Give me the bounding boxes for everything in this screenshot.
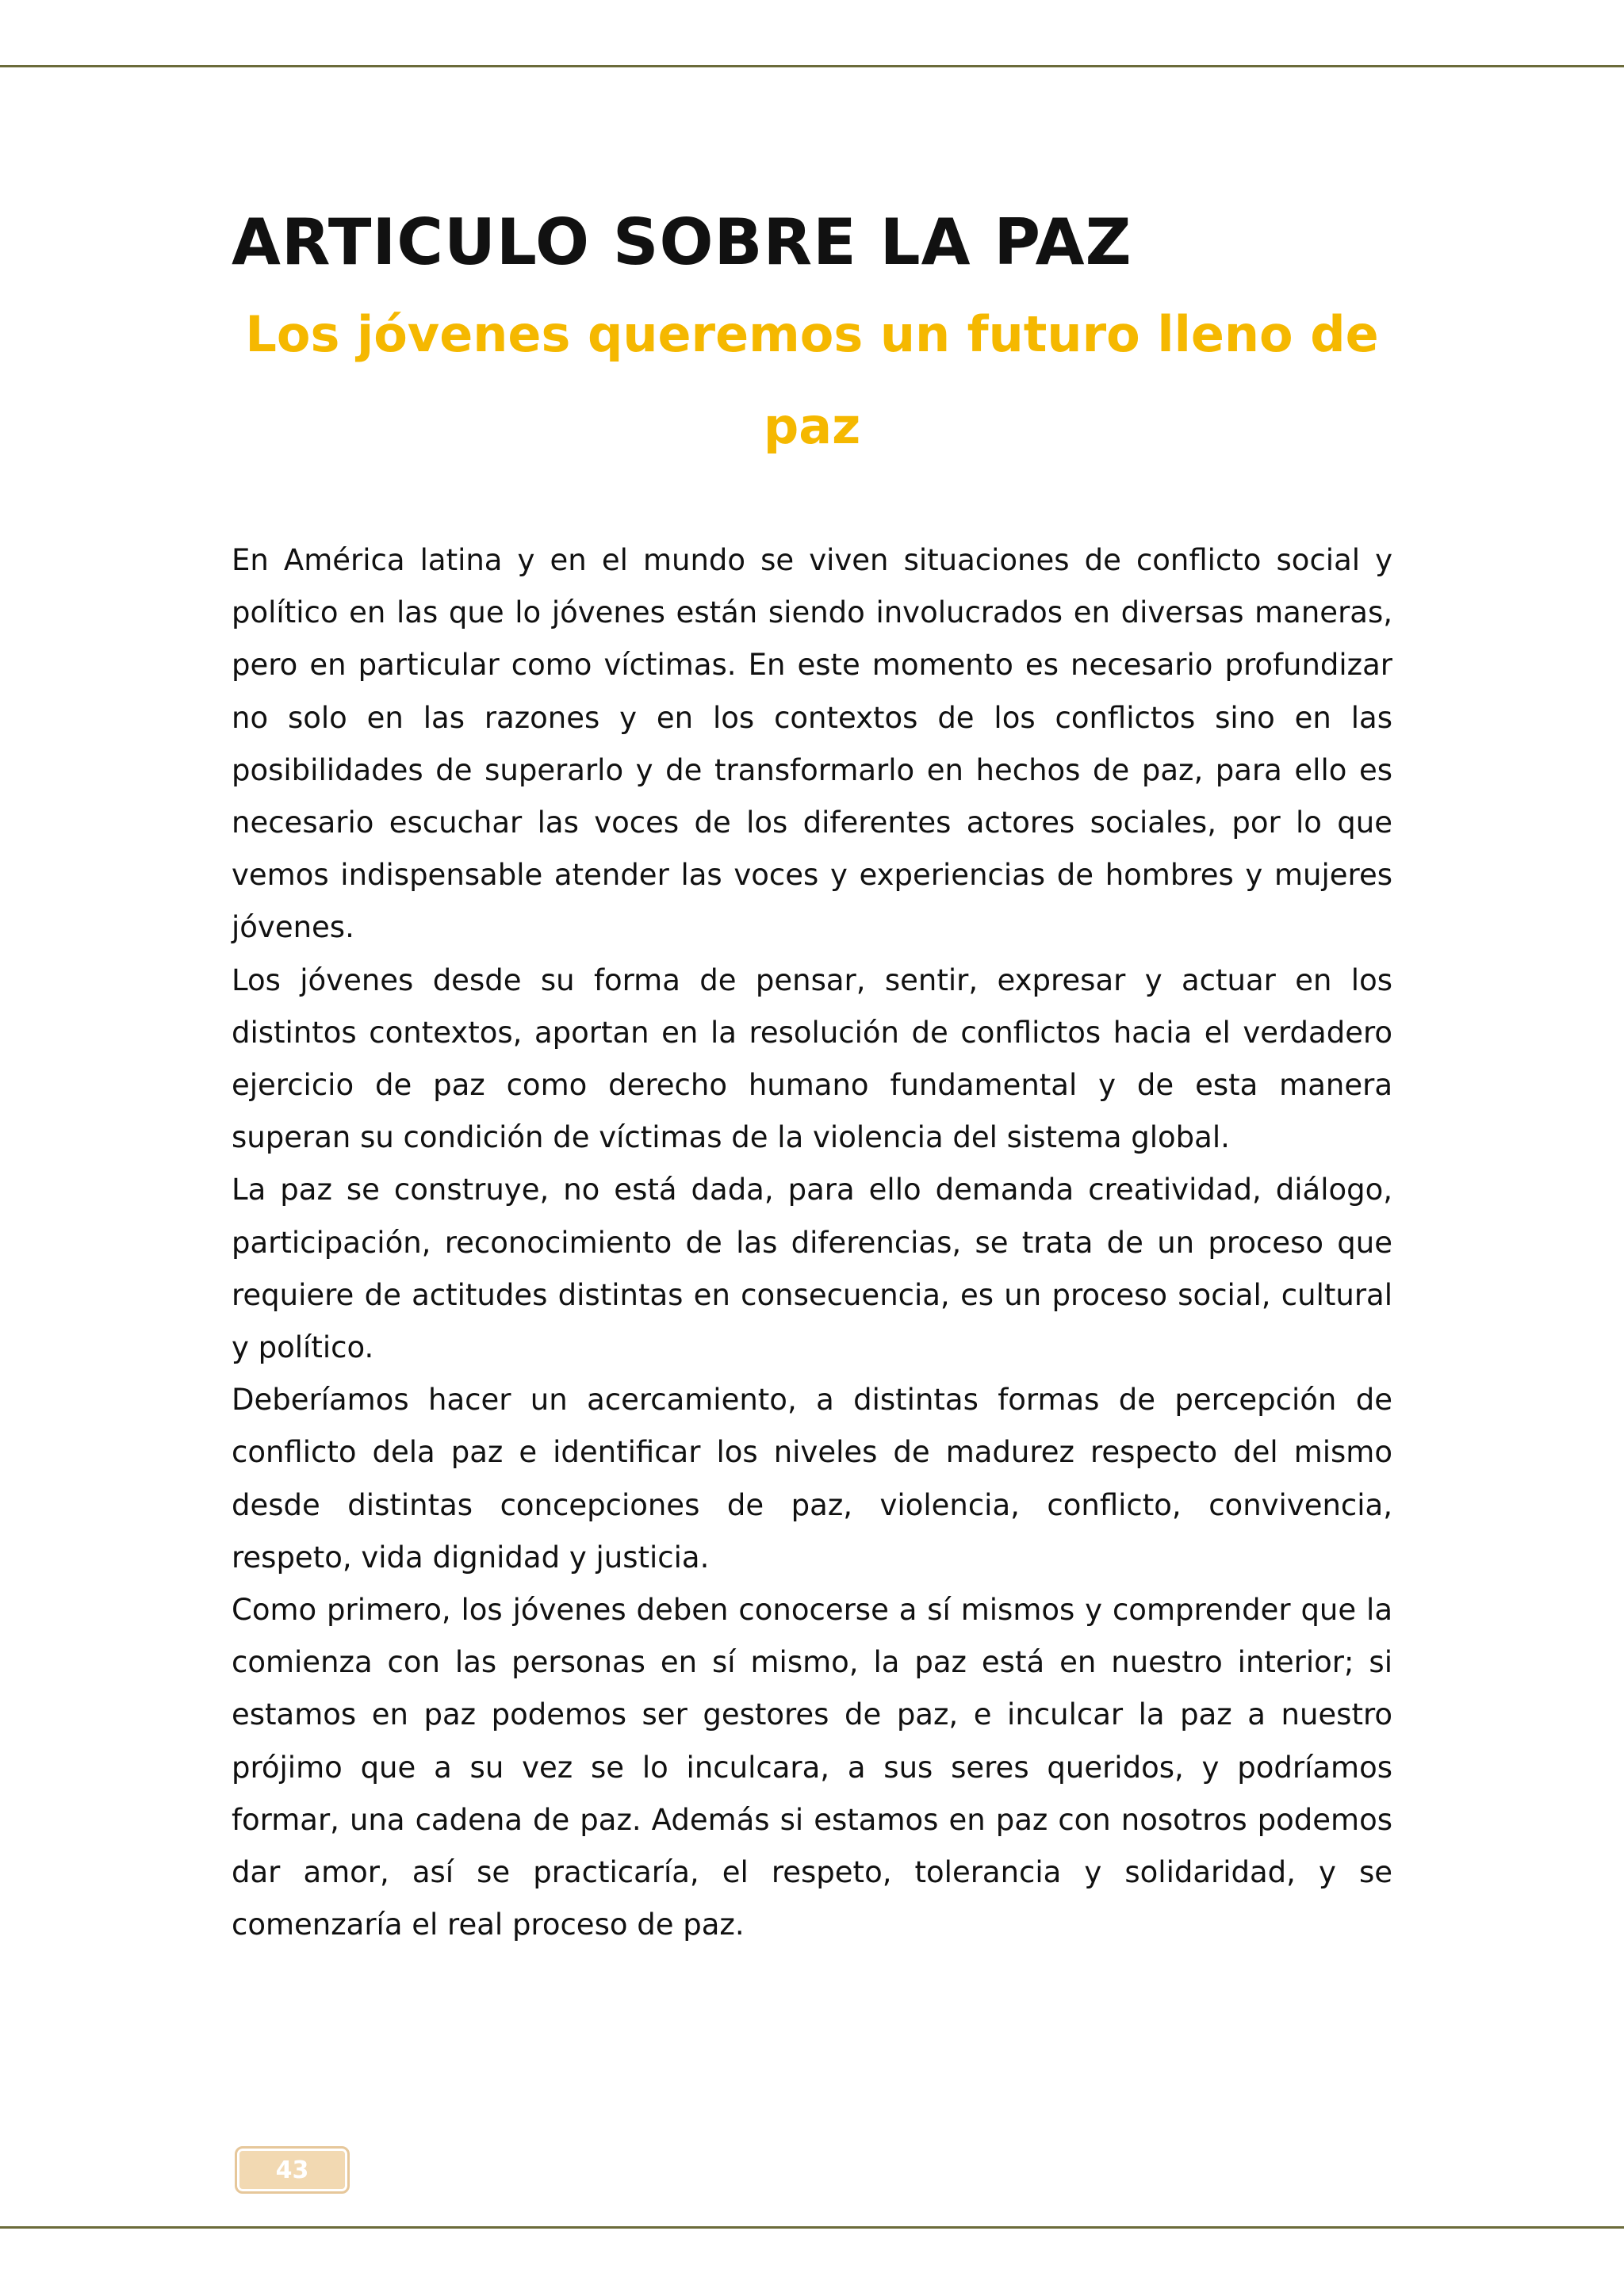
article-title: ARTICULO SOBRE LA PAZ bbox=[232, 205, 1132, 279]
article bbox=[232, 198, 1392, 1951]
paragraph-4: Deberíamos hacer un acercamiento, a distintas formas de percepción de conflicto dela paz e identificar los niveles de madurez respecto del mismo desde distintas concepciones de paz, violencia, conflicto, convivencia, respeto, vida dignidad y justicia. bbox=[232, 1383, 1392, 1575]
paragraph-1: En América latina y en el mundo se viven situaciones de conflicto social y político en las que lo jóvenes están siendo involucrados en diversas maneras, pero en particular como víctimas. En este momento es necesario profundizar no solo en las razones y en los contextos de los conflictos sino en las posibilidades de superarlo y de transformarlo en hechos de paz, para ello es necesario escuchar las voces de los diferentes actores sociales, por lo que vemos indispensable atender las voces y experiencias de hombres y mujeres jóvenes. bbox=[232, 543, 1392, 945]
page-number: 43 bbox=[275, 2156, 309, 2184]
article-body bbox=[232, 534, 1392, 1951]
bottom-rule bbox=[0, 2226, 1624, 2229]
paragraph-3: La paz se construye, no está dada, para ello demanda creatividad, diálogo, participación, reconocimiento de las diferencias, se trata de un proceso que requiere de actitudes distintas en consecuencia, es un proceso social, cultural y político. bbox=[232, 1173, 1392, 1365]
paragraph-2: Los jóvenes desde su forma de pensar, sentir, expresar y actuar en los distintos contextos, aportan en la resolución de conflictos hacia el verdadero ejercicio de paz como derecho humano fundamental y de esta manera superan su condición de víctimas de la violencia del sistema global. bbox=[232, 962, 1392, 1155]
paragraph-5: Como primero, los jóvenes deben conocerse a sí mismos y comprender que la comienza con las personas en sí mismo, la paz está en nuestro interior; si estamos en paz podemos ser gestores de paz, e inculcar la paz a nuestro prójimo que a su vez se lo inculcara, a sus seres queridos, y podríamos formar, una cadena de paz. Además si estamos en paz con nosotros podemos dar amor, así se practicaría, el respeto, tolerancia y solidaridad, y se comenzaría el real proceso de paz. bbox=[232, 1593, 1392, 1942]
article-subtitle: Los jóvenes queremos un futuro lleno de paz bbox=[245, 305, 1379, 455]
page-number-badge bbox=[235, 2146, 350, 2194]
top-rule bbox=[0, 65, 1624, 67]
